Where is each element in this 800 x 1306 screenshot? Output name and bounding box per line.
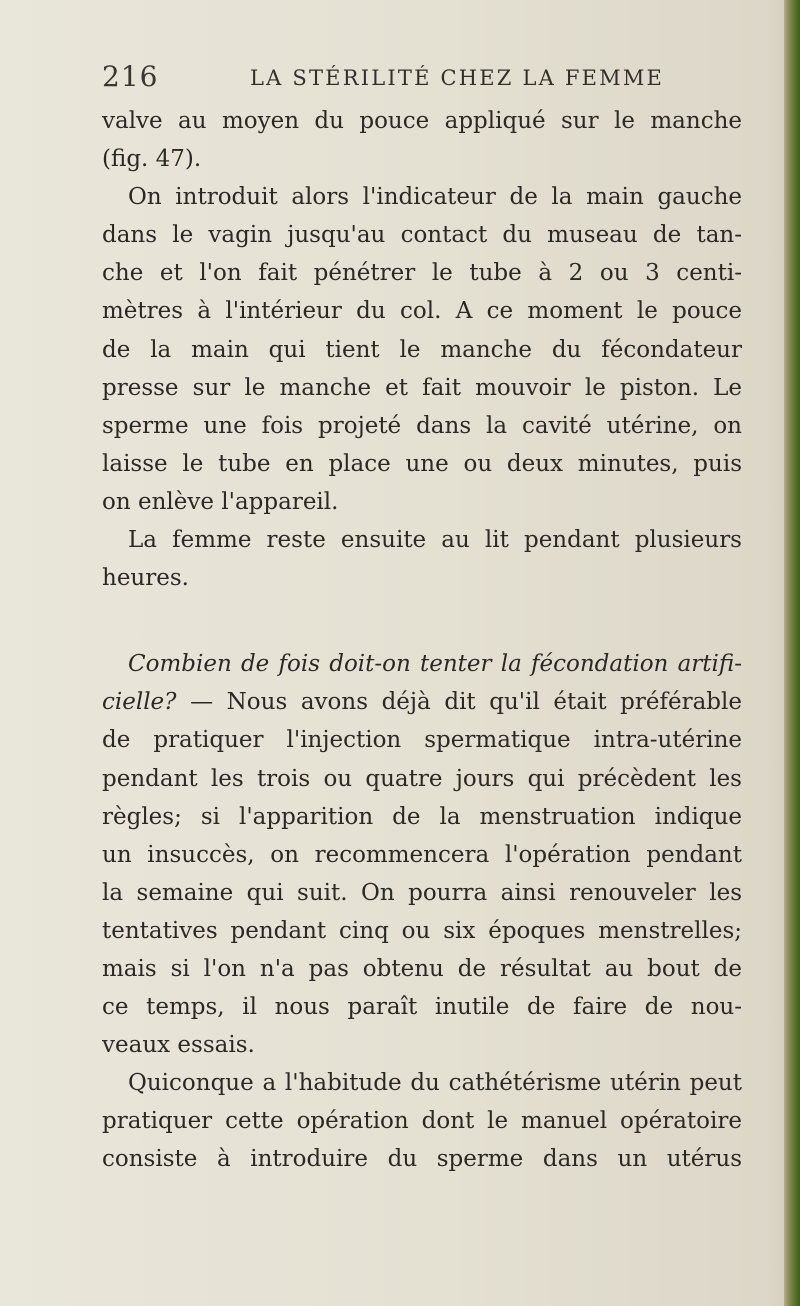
- text-line: pendant les trois ou quatre jours qui précèdent les: [102, 765, 742, 792]
- text-line: mais si l'on n'a pas obtenu de résultat au bout de: [102, 955, 742, 982]
- text-line: de la main qui tient le manche du fécondateur: [102, 336, 742, 363]
- text-line: un insuccès, on recommencera l'opération pendant: [102, 841, 742, 868]
- book-binding-edge: [784, 0, 800, 1306]
- text-line: mètres à l'intérieur du col. A ce moment le pouce: [102, 298, 742, 325]
- text-line: pratiquer cette opération dont le manuel opératoire: [102, 1108, 742, 1135]
- text-line: [102, 645, 742, 683]
- text-line: on enlève l'appareil.: [102, 488, 339, 515]
- text-line: règles; si l'apparition de la menstruation indique: [102, 803, 742, 830]
- text-line: valve au moyen du pouce appliqué sur le manche: [102, 108, 742, 134]
- text-line: che et l'on fait pénétrer le tube à 2 ou 3 centi-: [102, 260, 742, 287]
- text-line: On introduit alors l'indicateur de la main gauche: [128, 184, 742, 211]
- running-title: LA STÉRILITÉ CHEZ LA FEMME: [250, 66, 665, 90]
- text-run: — Nous avons déjà dit qu'il était préférable: [176, 689, 742, 716]
- text-line: consiste à introduire du sperme dans un utérus: [102, 1146, 742, 1173]
- text-line: Quiconque a l'habitude du cathétérisme utérin peut: [128, 1070, 742, 1097]
- text-line: la semaine qui suit. On pourra ainsi renouveler les: [102, 879, 742, 906]
- text-line: de pratiquer l'injection spermatique intra-utérine: [102, 727, 742, 754]
- text-line: dans le vagin jusqu'au contact du museau de tan-: [102, 222, 742, 249]
- text-line: tentatives pendant cinq ou six époques menstrelles;: [102, 917, 742, 944]
- text-line: heures.: [102, 565, 189, 592]
- italic-heading: Combien de fois doit-on tenter la fécondation artifi-: [128, 651, 742, 678]
- page-header: [102, 60, 742, 100]
- text-line: (fig. 47).: [102, 146, 202, 173]
- text-line: laisse le tube en place une ou deux minutes, puis: [102, 450, 742, 477]
- text-line: [102, 683, 742, 721]
- text-line: La femme reste ensuite au lit pendant plusieurs: [128, 527, 742, 554]
- italic-heading: cielle?: [102, 689, 177, 716]
- text-line: ce temps, il nous paraît inutile de faire de nou-: [102, 994, 742, 1021]
- text-line: veaux essais.: [102, 1032, 255, 1059]
- text-line: sperme une fois projeté dans la cavité utérine, on: [102, 412, 742, 439]
- body-text: [102, 102, 742, 1179]
- page-number: 216: [102, 60, 159, 93]
- text-line: presse sur le manche et fait mouvoir le piston. Le: [102, 374, 742, 401]
- section-gap: [102, 597, 742, 645]
